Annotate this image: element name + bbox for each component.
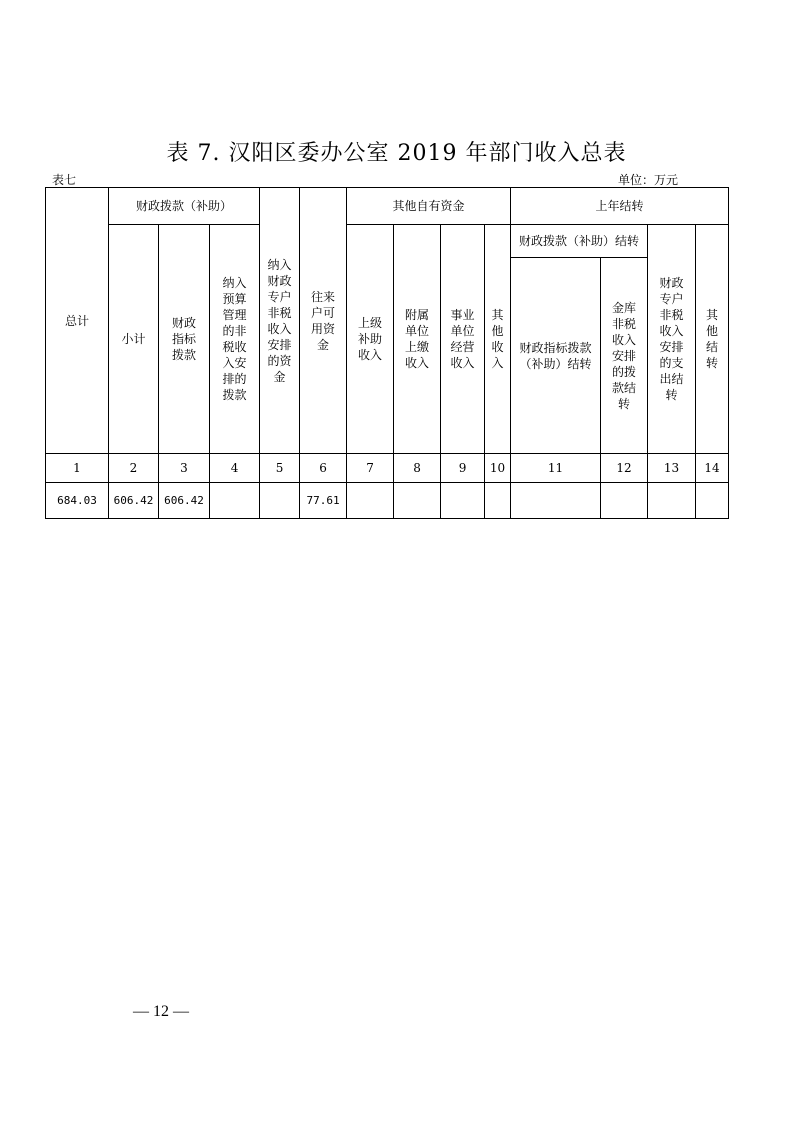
header-subtotal: 小计 xyxy=(109,225,159,454)
unit-label: 单位：万元 xyxy=(618,173,679,187)
cell-current-account: 77.61 xyxy=(300,483,347,519)
header-affiliated-remit: 附属 单位 上缴 收入 xyxy=(394,225,441,454)
header-other-income: 其 他 收 入 xyxy=(485,225,511,454)
cell-superior-subsidy xyxy=(347,483,394,519)
cell-treasury-nontax-carry xyxy=(601,483,648,519)
column-number: 1 xyxy=(46,454,109,483)
header-other-carry: 其 他 结 转 xyxy=(696,225,729,454)
column-number: 2 xyxy=(109,454,159,483)
income-summary-table xyxy=(45,187,729,519)
column-number: 14 xyxy=(696,454,729,483)
column-number: 13 xyxy=(648,454,696,483)
cell-other-carry xyxy=(696,483,729,519)
header-current-account: 往来 户可 用资 金 xyxy=(300,188,347,454)
column-number: 10 xyxy=(485,454,511,483)
cell-special-nontax xyxy=(260,483,300,519)
cell-other-income xyxy=(485,483,511,519)
cell-fiscal-indicator: 606.42 xyxy=(159,483,210,519)
cell-fiscal-indicator-carry xyxy=(511,483,601,519)
column-number: 5 xyxy=(260,454,300,483)
header-fiscal-indicator-carry: 财政指标拨款 （补助）结转 xyxy=(511,258,601,454)
cell-affiliated-remit xyxy=(394,483,441,519)
header-carryover-group: 上年结转 xyxy=(511,188,729,225)
header-fiscal-indicator: 财政 指标 拨款 xyxy=(159,225,210,454)
column-number: 11 xyxy=(511,454,601,483)
cell-business-income xyxy=(441,483,485,519)
header-treasury-nontax-carry: 金库 非税 收入 安排 的拨 款结 转 xyxy=(601,258,648,454)
header-superior-subsidy: 上级 补助 收入 xyxy=(347,225,394,454)
column-number: 6 xyxy=(300,454,347,483)
cell-special-nontax-carry xyxy=(648,483,696,519)
page-number: — 12 — xyxy=(133,1003,189,1020)
cell-subtotal: 606.42 xyxy=(109,483,159,519)
cell-total: 684.03 xyxy=(46,483,109,519)
header-budget-nontax: 纳入 预算 管理 的非 税收 入安 排的 拨款 xyxy=(210,225,260,454)
header-special-nontax-carry: 财政 专户 非税 收入 安排 的支 出结 转 xyxy=(648,225,696,454)
header-other-own-group: 其他自有资金 xyxy=(347,188,511,225)
page-title: 表 7. 汉阳区委办公室 2019 年部门收入总表 xyxy=(166,141,627,166)
column-number: 3 xyxy=(159,454,210,483)
header-special-nontax: 纳入 财政 专户 非税 收入 安排 的资 金 xyxy=(260,188,300,454)
column-number: 4 xyxy=(210,454,260,483)
column-number: 8 xyxy=(394,454,441,483)
table-label: 表七 xyxy=(52,173,77,187)
header-total: 总计 xyxy=(46,188,109,454)
column-number: 7 xyxy=(347,454,394,483)
header-fiscal-carry-group: 财政拨款（补助）结转 xyxy=(511,225,648,258)
column-number: 9 xyxy=(441,454,485,483)
header-fiscal-group: 财政拨款（补助） xyxy=(109,188,260,225)
header-business-income: 事业 单位 经营 收入 xyxy=(441,225,485,454)
column-number: 12 xyxy=(601,454,648,483)
cell-budget-nontax xyxy=(210,483,260,519)
